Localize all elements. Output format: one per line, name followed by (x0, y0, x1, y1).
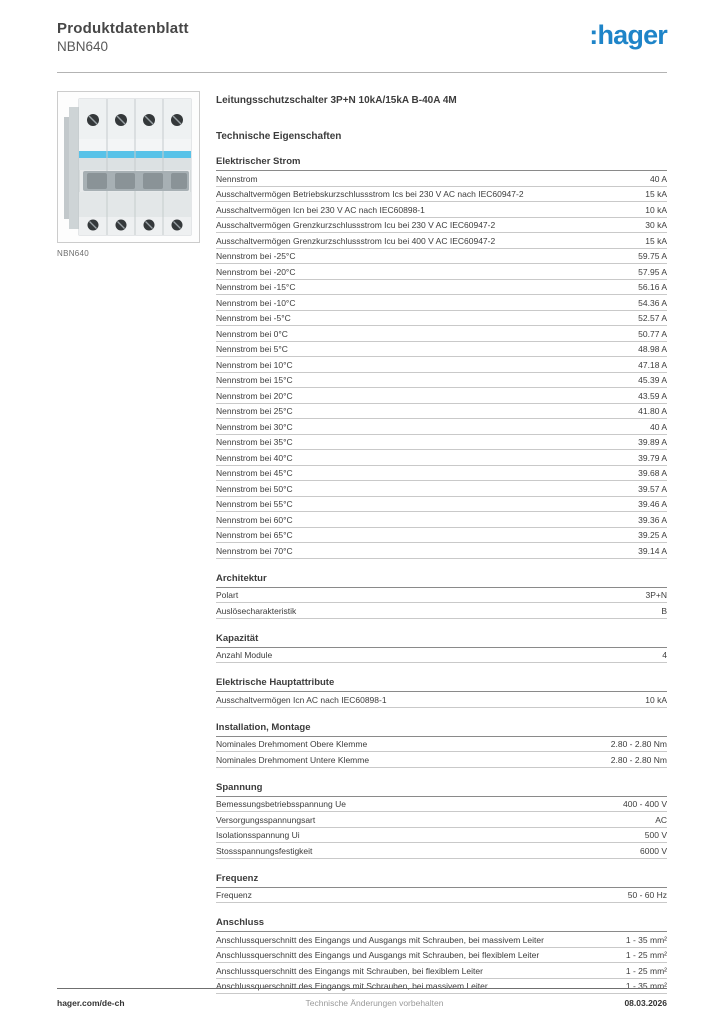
spec-section (216, 633, 667, 664)
spec-section (216, 722, 667, 768)
spec-label: Nennstrom bei -5°C (216, 313, 291, 323)
spec-row (216, 737, 667, 753)
spec-row (216, 528, 667, 544)
spec-row (216, 588, 667, 604)
spec-value: 3P+N (645, 590, 667, 600)
footer-notice: Technische Änderungen vorbehalten (305, 998, 444, 1008)
spec-label: Nennstrom bei 55°C (216, 499, 293, 509)
spec-label: Anschlussquerschnitt des Eingangs mit Schrauben, bei massivem Leiter (216, 981, 488, 991)
spec-label: Bemessungsbetriebsspannung Ue (216, 799, 346, 809)
spec-label: Nennstrom bei 70°C (216, 545, 293, 556)
main-content (57, 91, 667, 994)
spec-label: Nennstrom bei 35°C (216, 437, 293, 447)
section-title: Frequenz (216, 873, 667, 888)
header-divider (57, 72, 667, 73)
spec-label: Versorgungsspannungsart (216, 814, 316, 825)
spec-label: Anschlussquerschnitt des Eingangs und Ausgangs mit Schrauben, bei flexiblem Leiter (216, 950, 540, 960)
spec-value: 6000 V (640, 845, 667, 856)
spec-column (216, 91, 667, 994)
spec-row (216, 481, 667, 497)
spec-section (216, 917, 667, 994)
spec-label: Nennstrom bei 60°C (216, 514, 293, 525)
spec-value: 15 kA (645, 189, 667, 199)
spec-label: Nennstrom bei 10°C (216, 359, 293, 370)
spec-value: 39.89 A (638, 437, 667, 447)
spec-label: Nennstrom bei 15°C (216, 375, 293, 385)
section-rows (216, 888, 667, 904)
spec-value: 39.68 A (638, 468, 667, 478)
spec-row (216, 419, 667, 435)
spec-label: Nennstrom bei 65°C (216, 530, 293, 540)
spec-row (216, 466, 667, 482)
spec-value: 48.98 A (638, 344, 667, 354)
spec-section (216, 782, 667, 859)
spec-value: 43.59 A (638, 390, 667, 401)
spec-label: Ausschaltvermögen Icn AC nach IEC60898-1 (216, 694, 387, 705)
spec-label: Ausschaltvermögen Betriebskurzschlussstrom Ics bei 230 V AC nach IEC60947-2 (216, 189, 524, 199)
spec-value: 4 (662, 650, 667, 660)
product-image-caption: NBN640 (57, 249, 90, 258)
spec-label: Nominales Drehmoment Untere Klemme (216, 754, 370, 765)
spec-label: Stossspannungsfestigkeit (216, 845, 313, 856)
spec-value: B (661, 605, 667, 616)
spec-row (216, 692, 667, 708)
spec-section (216, 156, 667, 559)
spec-row (216, 295, 667, 311)
spec-value: 10 kA (645, 204, 667, 215)
product-image-column (57, 91, 216, 994)
spec-label: Ausschaltvermögen Icn bei 230 V AC nach IEC60898-1 (216, 204, 425, 215)
section-rows (216, 648, 667, 664)
spec-row (216, 888, 667, 904)
spec-label: Anschlussquerschnitt des Eingangs mit Schrauben, bei flexiblem Leiter (216, 965, 483, 976)
spec-sections (216, 156, 667, 994)
spec-row (216, 171, 667, 187)
page-header (57, 20, 667, 54)
spec-label: Nennstrom bei 40°C (216, 452, 293, 463)
spec-value: 40 A (649, 421, 667, 432)
spec-row (216, 357, 667, 373)
spec-label: Nennstrom bei -20°C (216, 266, 296, 277)
circuit-breaker-image (64, 97, 193, 237)
tech-properties-heading: Technische Eigenschaften (216, 131, 342, 142)
spec-value: 56.16 A (638, 282, 667, 292)
section-title: Architektur (216, 573, 667, 588)
spec-row (216, 187, 667, 203)
spec-value: 30 kA (645, 220, 667, 230)
product-title: Leitungsschutzschalter 3P+N 10kA/15kA B-40A 4M (216, 95, 457, 106)
spec-row (216, 963, 667, 979)
spec-label: Auslösecharakteristik (216, 605, 297, 616)
spec-row (216, 603, 667, 619)
spec-value: 54.36 A (638, 297, 667, 308)
doc-type-title: Produktdatenblatt (57, 20, 189, 37)
spec-value: 1 - 25 mm² (625, 950, 667, 960)
spec-row (216, 233, 667, 249)
spec-label: Ausschaltvermögen Grenzkurzschlussstrom Icu bei 230 V AC IEC60947-2 (216, 220, 496, 230)
spec-value: 10 kA (645, 694, 667, 705)
product-image-box (57, 91, 200, 243)
spec-value: 50.77 A (638, 328, 667, 339)
product-code: NBN640 (57, 39, 109, 54)
footer-date: 08.03.2026 (624, 998, 667, 1008)
spec-value: AC (655, 814, 667, 825)
spec-value: 1 - 35 mm² (625, 981, 667, 991)
spec-row (216, 342, 667, 358)
spec-row (216, 264, 667, 280)
spec-label: Isolationsspannung Ui (216, 830, 300, 840)
spec-row (216, 202, 667, 218)
spec-label: Nennstrom bei -25°C (216, 251, 296, 261)
spec-label: Nennstrom bei 30°C (216, 421, 293, 432)
section-title: Elektrische Hauptattribute (216, 677, 667, 692)
spec-label: Polart (216, 590, 239, 600)
spec-row (216, 388, 667, 404)
spec-row (216, 948, 667, 964)
section-title: Anschluss (216, 917, 667, 932)
section-title: Kapazität (216, 633, 667, 648)
spec-row (216, 512, 667, 528)
spec-section (216, 873, 667, 904)
section-rows (216, 171, 667, 559)
spec-row (216, 497, 667, 513)
section-title: Elektrischer Strom (216, 156, 667, 171)
spec-value: 2.80 - 2.80 Nm (610, 739, 667, 749)
spec-label: Anschlussquerschnitt des Eingangs und Ausgangs mit Schrauben, bei massivem Leiter (216, 934, 544, 945)
section-rows (216, 737, 667, 768)
spec-value: 39.14 A (638, 545, 667, 556)
spec-row (216, 218, 667, 234)
footer (57, 988, 667, 1008)
spec-row (216, 812, 667, 828)
spec-row (216, 311, 667, 327)
spec-value: 15 kA (645, 235, 667, 246)
spec-label: Anzahl Module (216, 650, 273, 660)
spec-row (216, 797, 667, 813)
spec-row (216, 280, 667, 296)
spec-section (216, 677, 667, 708)
spec-value: 1 - 25 mm² (625, 965, 667, 976)
spec-row (216, 828, 667, 844)
spec-value: 39.79 A (638, 452, 667, 463)
spec-value: 1 - 35 mm² (625, 934, 667, 945)
spec-value: 52.57 A (638, 313, 667, 323)
spec-row (216, 326, 667, 342)
spec-value: 39.25 A (638, 530, 667, 540)
spec-label: Ausschaltvermögen Grenzkurzschlussstrom Icu bei 400 V AC IEC60947-2 (216, 235, 496, 246)
spec-row (216, 543, 667, 559)
spec-section (216, 573, 667, 619)
spec-label: Nennstrom bei -15°C (216, 282, 296, 292)
spec-value: 50 - 60 Hz (627, 890, 667, 900)
spec-value: 45.39 A (638, 375, 667, 385)
spec-row (216, 752, 667, 768)
spec-row (216, 450, 667, 466)
hager-logo: :hager (589, 20, 667, 50)
spec-value: 2.80 - 2.80 Nm (610, 754, 667, 765)
spec-value: 40 A (649, 173, 667, 184)
spec-row (216, 932, 667, 948)
section-rows (216, 797, 667, 859)
spec-row (216, 373, 667, 389)
section-title: Installation, Montage (216, 722, 667, 737)
spec-label: Frequenz (216, 890, 252, 900)
spec-value: 57.95 A (638, 266, 667, 277)
spec-value: 400 - 400 V (623, 799, 667, 809)
spec-value: 500 V (644, 830, 667, 840)
spec-label: Nennstrom bei -10°C (216, 297, 296, 308)
spec-value: 59.75 A (638, 251, 667, 261)
spec-label: Nennstrom bei 20°C (216, 390, 293, 401)
spec-value: 41.80 A (638, 406, 667, 416)
spec-value: 47.18 A (638, 359, 667, 370)
spec-row (216, 435, 667, 451)
spec-label: Nominales Drehmoment Obere Klemme (216, 739, 368, 749)
spec-row (216, 249, 667, 265)
spec-label: Nennstrom (216, 173, 258, 184)
section-rows (216, 588, 667, 619)
section-rows (216, 692, 667, 708)
footer-url[interactable]: hager.com/de-ch (57, 998, 125, 1008)
spec-value: 39.36 A (638, 514, 667, 525)
spec-label: Nennstrom bei 0°C (216, 328, 288, 339)
spec-label: Nennstrom bei 5°C (216, 344, 288, 354)
spec-row (216, 843, 667, 859)
spec-row (216, 648, 667, 664)
spec-row (216, 404, 667, 420)
spec-value: 39.57 A (638, 483, 667, 494)
spec-label: Nennstrom bei 45°C (216, 468, 293, 478)
spec-value: 39.46 A (638, 499, 667, 509)
spec-label: Nennstrom bei 25°C (216, 406, 293, 416)
spec-label: Nennstrom bei 50°C (216, 483, 293, 494)
section-rows (216, 932, 667, 994)
section-title: Spannung (216, 782, 667, 797)
